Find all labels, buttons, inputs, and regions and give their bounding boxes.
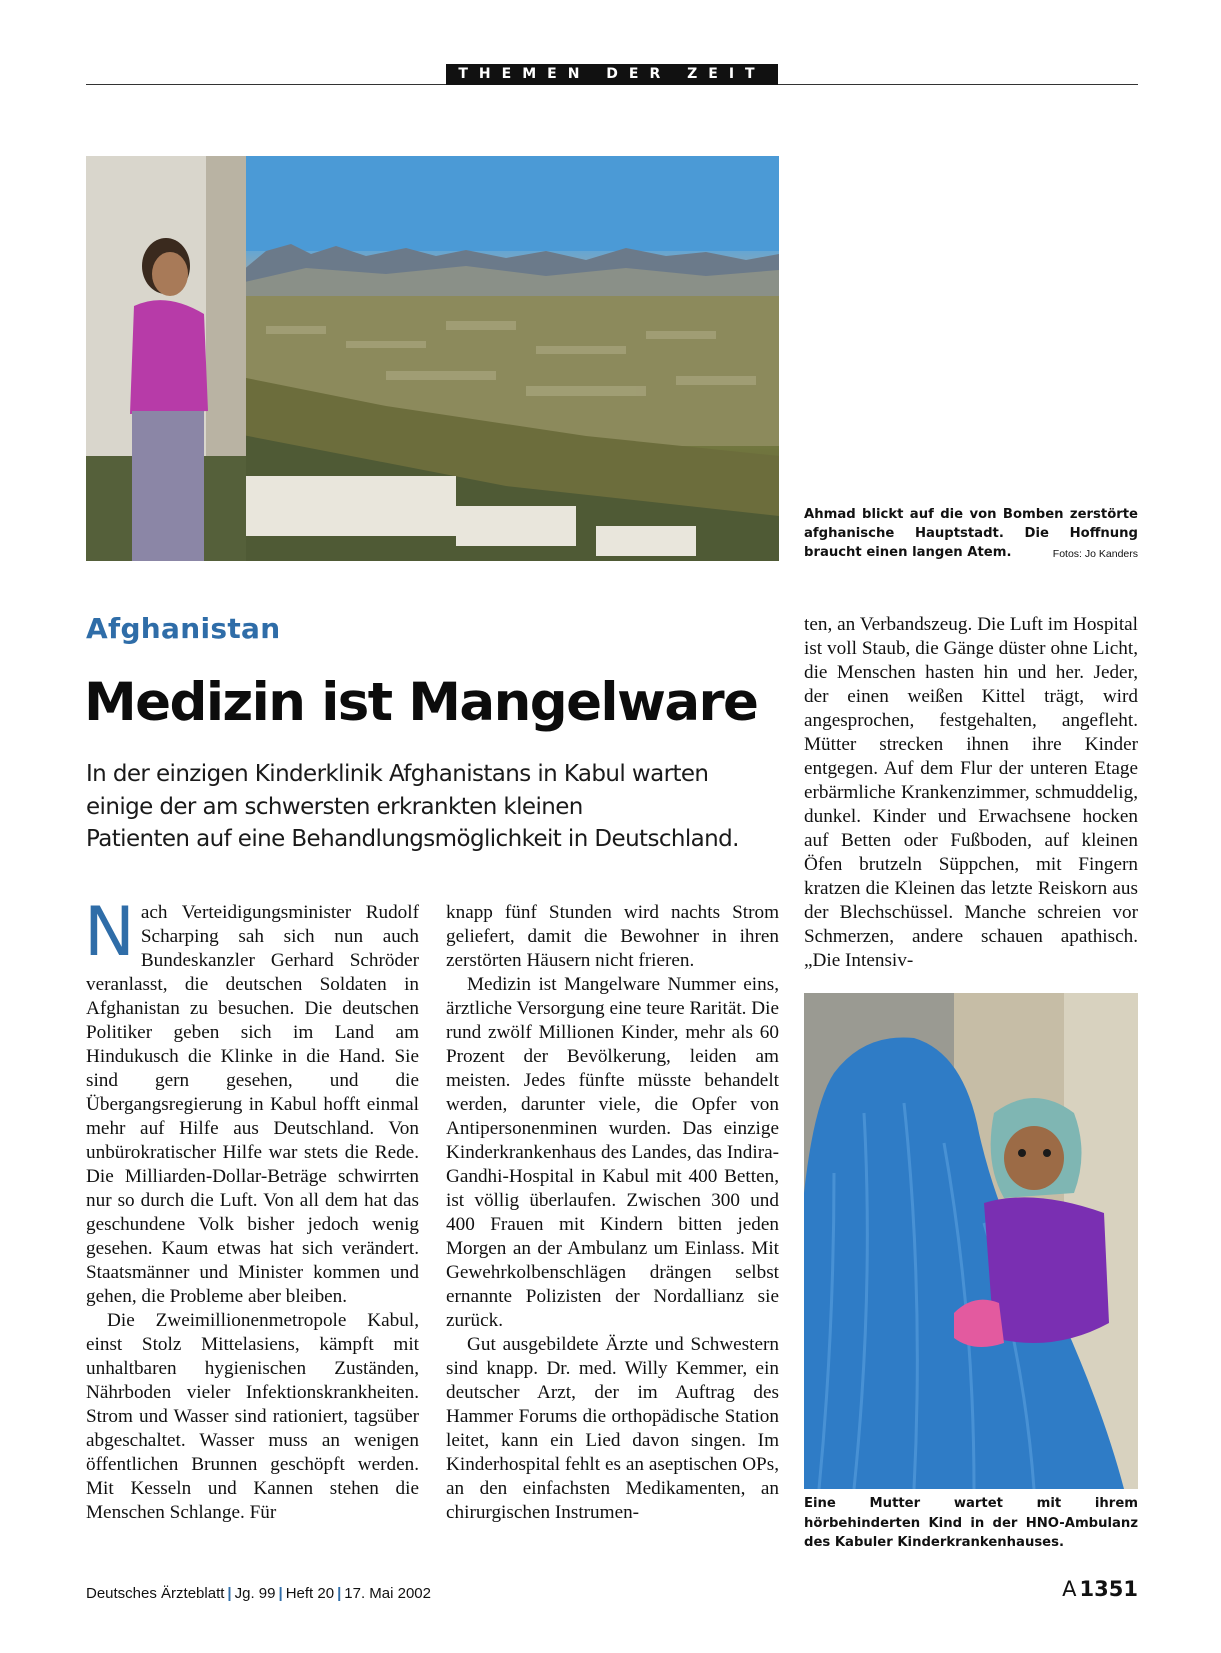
kabul-panorama-photo: [86, 156, 779, 561]
mother-child-photo: [804, 993, 1138, 1489]
section-label: THEMEN DER ZEIT: [446, 64, 778, 85]
journal-issue: Heft 20: [285, 1585, 335, 1602]
article-kicker: Afghanistan: [86, 612, 281, 645]
page-number-value: 1351: [1079, 1577, 1138, 1601]
journal-volume: Jg. 99: [234, 1585, 276, 1602]
article-headline: Medizin ist Mangelware: [84, 672, 758, 733]
paragraph: Die Zweimillionenmetropole Kabul, einst Stolz Mittelasiens, kämpft mit unhaltbaren hygienischen Zuständen, Nährboden vieler Infektionskrankheiten. Strom und Wasser sind rationiert, tagsüber abgeschaltet. Wasser muss an wenigen öffentlichen Brunnen geschöpft werden. Mit Kesseln und Kannen stehen die Menschen Schlange. Für: [86, 1310, 419, 1523]
footer-separator: |: [278, 1585, 283, 1602]
body-column-2: [446, 901, 779, 1525]
page-prefix: A: [1062, 1577, 1077, 1601]
journal-date: 17. Mai 2002: [344, 1585, 431, 1602]
footer-citation: [86, 1585, 431, 1602]
photo1-caption: [804, 505, 1138, 564]
article-lead: [86, 758, 786, 856]
photo1-caption-text: Ahmad blickt auf die von Bomben zerstörte afghanische Hauptstadt. Die Hoffnung braucht einen langen Atem.: [804, 507, 1138, 560]
paragraph: Medizin ist Mangelware Nummer eins, ärztliche Versorgung eine teure Rarität. Die rund zwölf Millionen Kinder, mehr als 60 Prozent der Bevölkerung, leiden am meisten. Jedes fünfte müsste behandelt werden, darunter viele, die Opfer von Antipersonenminen wurden. Das einzige Kinderkrankenhaus des Landes, das Indira-Gandhi-Hospital in Kabul mit 400 Betten, ist völlig überlaufen. Zwischen 300 und 400 Frauen mit Kindern bitten jeden Morgen an der Ambulanz um Einlass. Mit Gewehrkolbenschlägen drängen selbst ernannte Polizisten der Nordallianz sie zurück.: [446, 974, 779, 1331]
photo-credit: Fotos: Jo Kanders: [1052, 548, 1138, 560]
drop-cap: N: [84, 893, 135, 972]
paragraph: ten, an Verbandszeug. Die Luft im Hospital ist voll Staub, die Gänge düster ohne Licht, die Menschen hasten hin und her. Jeder, der einen weißen Kittel trägt, wird angesprochen, festgehalten, angefleht. Mütter strecken ihnen ihre Kinder entgegen. Auf dem Flur der unteren Etage erbärmliche Krankenzimmer, schmuddelig, dunkel. Kinder und Erwachsene hocken auf Betten oder Fußboden, auf kleinen Öfen brutzeln Süppchen, mit Fingern kratzen die Kleinen das letzte Reiskorn aus der Blechschüssel. Manche schreien vor Schmerzen, andere schauen apathisch. „Die Intensiv-: [804, 614, 1138, 971]
body-column-1: [84, 893, 419, 1525]
photo2-caption: Eine Mutter wartet mit ihrem hörbehinderten Kind in der HNO-Ambulanz des Kabuler Kinderkrankenhauses.: [804, 1496, 1138, 1550]
paragraph: knapp fünf Stunden wird nachts Strom geliefert, damit die Bewohner in ihren zerstörten Häusern nicht frieren.: [446, 902, 779, 971]
body-column-3: [804, 613, 1138, 973]
lead-line: In der einzigen Kinderklinik Afghanistans in Kabul warten: [86, 761, 709, 787]
footer-separator: |: [337, 1585, 342, 1602]
lead-line: Patienten auf eine Behandlungsmöglichkeit in Deutschland.: [86, 826, 739, 852]
paragraph: [84, 893, 419, 1309]
paragraph: Gut ausgebildete Ärzte und Schwestern sind knapp. Dr. med. Willy Kemmer, ein deutscher Arzt, der im Auftrag des Hammer Forums die orthopädische Station leitet, kann ein Lied davon singen. Im Kinderhospital fehlt es an aseptischen OPs, an den einfachsten Medikamenten, an chirurgischen Instrumen-: [446, 1334, 779, 1523]
paragraph-text: ach Verteidigungsminister Rudolf Scharping sah sich nun auch Bundeskanzler Gerhard Schröder veranlasst, die deutschen Soldaten in Afghanistan zu besuchen. Die deutschen Politiker geben sich im Land am Hindukusch die Klinke in die Hand. Sie sind gern gesehen, und die Übergangsregierung in Kabul hofft einmal mehr auf Hilfe aus Deutschland. Von unbürokratischer Hilfe war stets die Rede. Die Milliarden-Dollar-Beträge schwirrten nur so durch die Luft. Von all dem hat das geschundene Volk bisher jedoch wenig gesehen. Kaum etwas hat sich verändert. Staatsmänner und Minister kommen und gehen, die Probleme aber bleiben.: [86, 902, 419, 1307]
journal-name: Deutsches Ärzteblatt: [86, 1585, 225, 1602]
lead-line: einige der am schwersten erkrankten kleinen: [86, 793, 583, 820]
footer-separator: |: [227, 1585, 232, 1602]
page-number: [1062, 1577, 1138, 1601]
